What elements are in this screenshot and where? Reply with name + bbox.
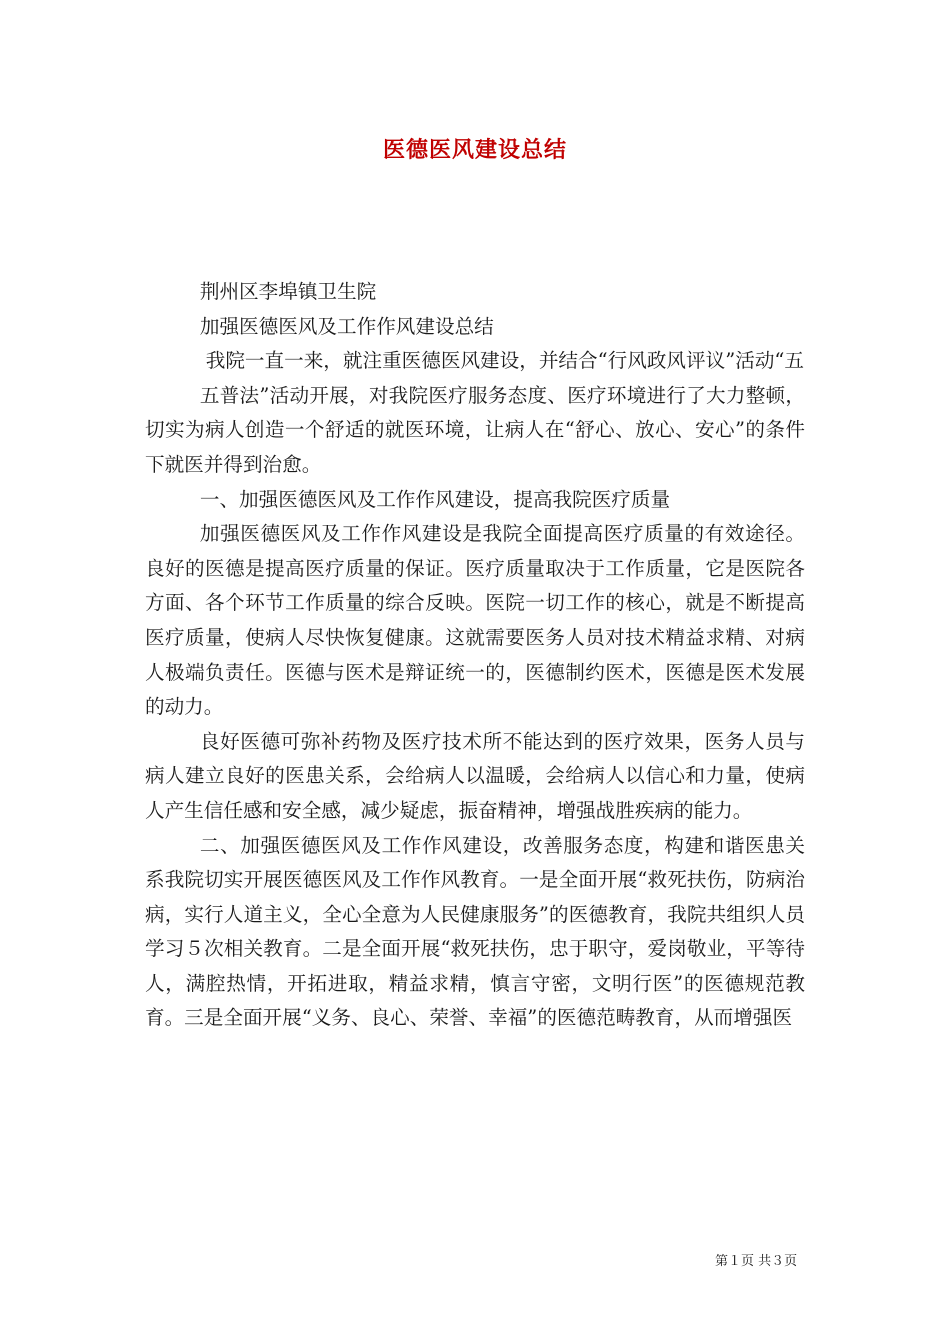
document-body — [145, 275, 805, 1036]
paragraph-subtitle: 加强医德医风及工作作风建设总结 — [199, 314, 494, 338]
page-number-footer: 第１页 共３页 — [715, 1254, 798, 1269]
paragraph-organization: 荆州区李埠镇卫生院 — [199, 280, 377, 303]
paragraph-intro-continued: 五普法”活动开展，对我院医疗服务态度、医疗环境进行了大力整顿，切实为病人创造一个舒适的就医环境，让病人在“舒心、放心、安心”的条件下就医并得到治愈。 — [145, 383, 805, 476]
paragraph-quality: 加强医德医风及工作作风建设是我院全面提高医疗质量的有效途径。良好的医德是提高医疗质量的保证。医疗质量取决于工作质量，它是医院各方面、各个环节工作质量的综合反映。医院一切工作的核心，就是不断提高医疗质量，使病人尽快恢复健康。这就需要医务人员对技术精益求精、对病人极端负责任。医德与医术是辩证统一的，医德制约医术，医德是医术发展的动力。 — [145, 522, 805, 719]
section-heading-one: 一、加强医德医风及工作作风建设，提高我院医疗质量 — [199, 487, 671, 511]
document-title: 医德医风建设总结 — [382, 138, 567, 163]
paragraph-good-ethics: 良好医德可弥补药物及医疗技术所不能达到的医疗效果，医务人员与病人建立良好的医患关系，会给病人以温暖，会给病人以信心和力量，使病人产生信任感和安全感，减少疑虑，振奋精神，增强战胜疾病的能力。 — [145, 729, 805, 822]
paragraph-section-two: 二、加强医德医风及工作作风建设，改善服务态度，构建和谐医患关系我院切实开展医德医风及工作作风教育。一是全面开展“救死扶伤，防病治病，实行人道主义，全心全意为人民健康服务”的医德教育，我院共组织人员学习５次相关教育。二是全面开展“救死扶伤，忠于职守，爱岗敬业，平等待人，满腔热情，开拓进取，精益求精，慎言守密，文明行医”的医德规范教育。三是全面开展“义务、良心、荣誉、幸福”的医德范畴教育，从而增强医 — [145, 833, 805, 1030]
paragraph-intro: 我院一直一来，就注重医德医风建设，并结合“行风政风评议”活动“五 — [205, 349, 805, 373]
